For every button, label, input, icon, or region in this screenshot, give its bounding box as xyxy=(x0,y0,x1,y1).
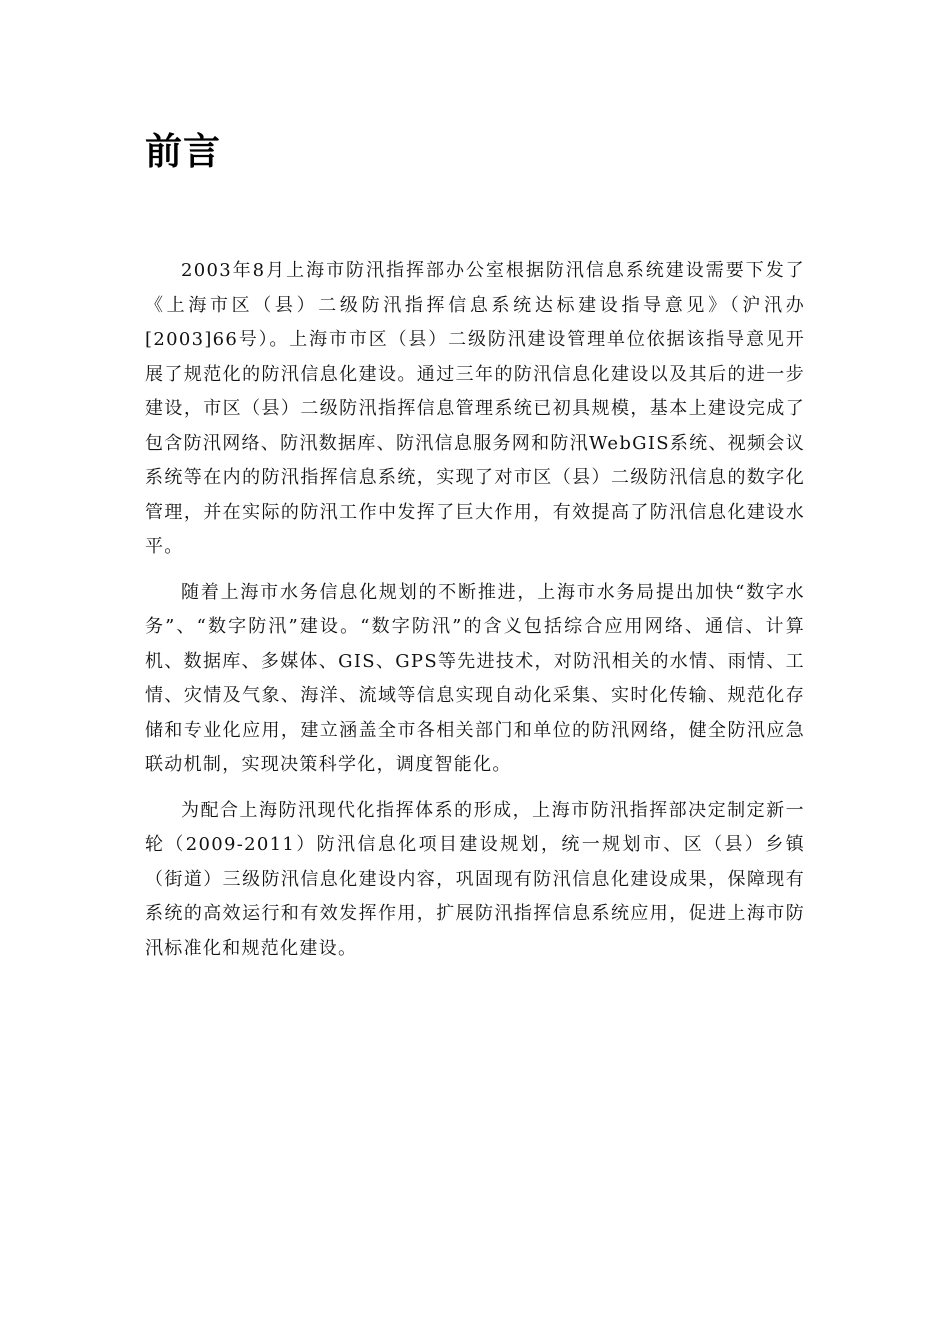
document-body xyxy=(145,254,805,977)
paragraph-digital-flood-control: 随着上海市水务信息化规划的不断推进，上海市水务局提出加快“数字水务”、“数字防汛”建设。“数字防汛”的含义包括综合应用网络、通信、计算机、数据库、多媒体、GIS、GPS等先进技术，对防汛相关的水情、雨情、工情、灾情及气象、海洋、流域等信息实现自动化采集、实时化传输、规范化存储和专业化应用，建立涵盖全市各相关部门和单位的防汛网络，健全防汛应急联动机制，实现决策科学化，调度智能化。 xyxy=(145,581,805,775)
paragraph-planning-goal: 为配合上海防汛现代化指挥体系的形成，上海市防汛指挥部决定制定新一轮（2009-2011）防汛信息化项目建设规划，统一规划市、区（县）乡镇（街道）三级防汛信息化建设内容，巩固现有防汛信息化建设成果，保障现有系统的高效运行和有效发挥作用，扩展防汛指挥信息系统应用，促进上海市防汛标准化和规范化建设。 xyxy=(145,799,805,959)
page-title: 前言 xyxy=(145,130,221,173)
paragraph-background: 2003年8月上海市防汛指挥部办公室根据防汛信息系统建设需要下发了《上海市区（县）二级防汛指挥信息系统达标建设指导意见》（沪汛办[2003]66号）。上海市市区（县）二级防汛建设管理单位依据该指导意见开展了规范化的防汛信息化建设。通过三年的防汛信息化建设以及其后的进一步建设，市区（县）二级防汛指挥信息管理系统已初具规模，基本上建设完成了包含防汛网络、防汛数据库、防汛信息服务网和防汛WebGIS系统、视频会议系统等在内的防汛指挥信息系统，实现了对市区（县）二级防汛信息的数字化管理，并在实际的防汛工作中发挥了巨大作用，有效提高了防汛信息化建设水平。 xyxy=(145,260,805,557)
